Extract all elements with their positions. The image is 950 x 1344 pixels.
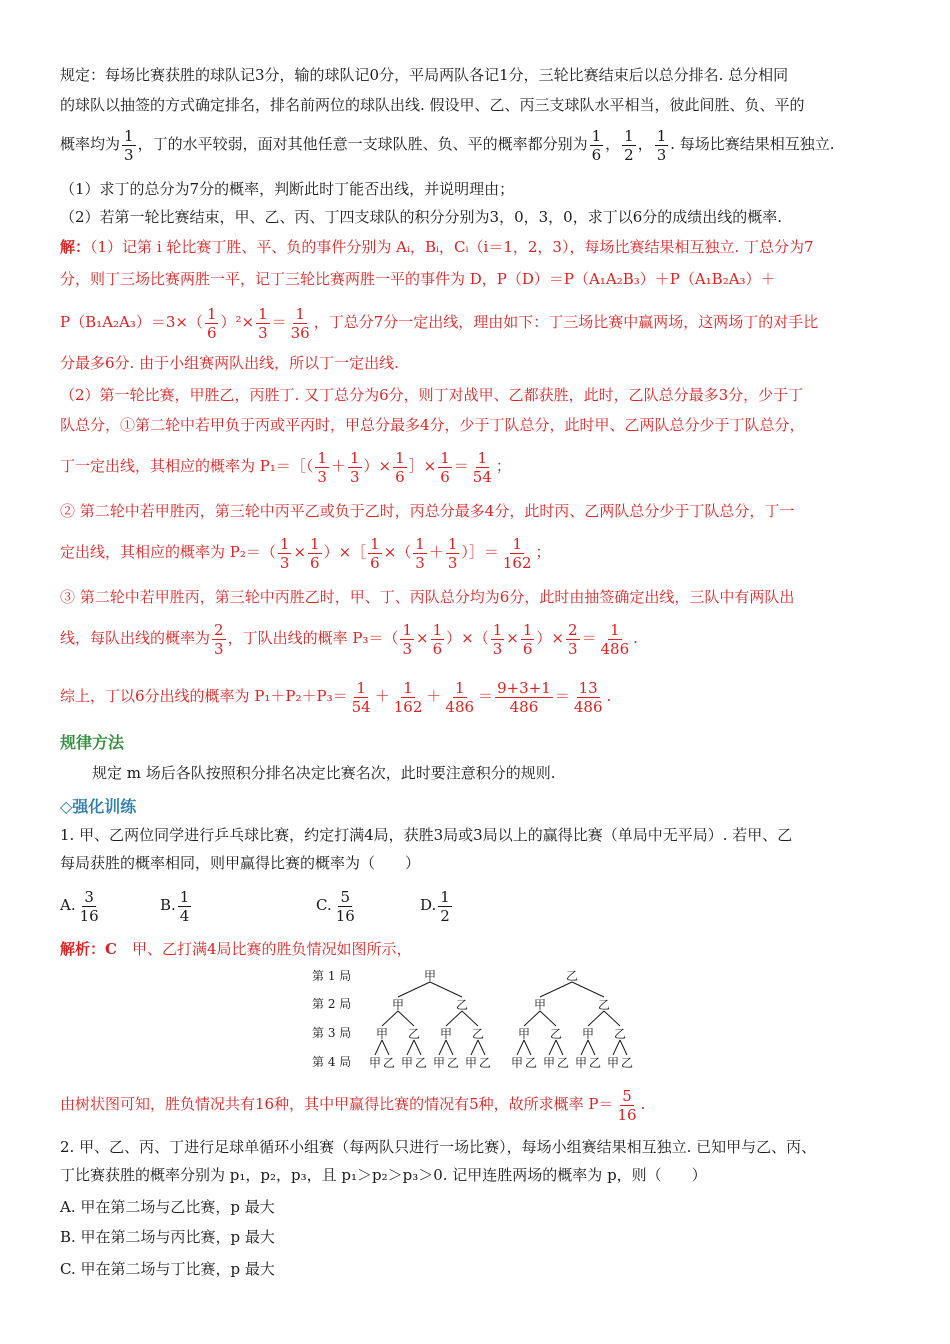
tree-node-round-3: 乙 [613, 1027, 627, 1041]
tree-node-round-1: 乙 [565, 969, 579, 983]
tree-node-round-4: 乙 [414, 1056, 428, 1070]
tree-node-round-4: 甲 [464, 1056, 478, 1070]
tree-node-round-3: 乙 [471, 1027, 485, 1041]
tree-edge [414, 1040, 421, 1055]
tree-node-round-4: 乙 [478, 1056, 492, 1070]
rules-line-3: 概率均为 $\frac{1}{3}$ ，丁的水平较弱，面对其他任意一支球队胜、负、平的概率都分别为 $\frac{1}{6}$ ， $\frac{1}{2}$ ， $\frac{1}{3}$ . 每场比赛结果相互独立. [60, 126, 835, 164]
tree-edge [382, 1011, 398, 1026]
tree-edge [446, 1040, 453, 1055]
solution-line-5: （2）第一轮比赛，甲胜乙，丙胜丁. 又丁总分为6分，则丁对战甲、乙都获胜，此时，乙队总分最多3分，少于丁 [60, 386, 804, 404]
tree-node-round-4: 乙 [382, 1056, 396, 1070]
tree-edge [398, 982, 430, 997]
tree-node-round-2: 乙 [455, 998, 469, 1012]
tree-edge [524, 1011, 540, 1026]
tree-node-round-4: 甲 [432, 1056, 446, 1070]
tree-edge [620, 1040, 627, 1055]
tree-edge [462, 1011, 478, 1026]
rules-line-2: 的球队以抽签的方式确定排名，排名前两位的球队出线. 假设甲、乙、丙三支球队水平相当，彼此间胜、负、平的 [60, 96, 805, 114]
tree-node-round-4: 乙 [556, 1056, 570, 1070]
solution-line-6: 队总分，①第二轮中若甲负于丙或平丙时，甲总分最多4分，少于丁队总分，此时甲、乙两队总分少于丁队总分， [60, 416, 805, 434]
tree-edge [478, 1040, 485, 1055]
tree-edge [430, 982, 462, 997]
tree-node-round-3: 甲 [439, 1027, 453, 1041]
solution-label: 解： [60, 238, 91, 256]
tree-node-round-3: 甲 [517, 1027, 531, 1041]
option-b: B. $\frac{1}{4}$ [160, 887, 190, 925]
tree-edge [549, 1040, 556, 1055]
solution-line-9: 定出线，其相应的概率为 P₂＝（ $\frac{1}{3}$ × $\frac{1}{6}$ ）×［ $\frac{1}{6}$ ×（ $\frac{1}{3}$ ＋ $\frac{1}{3}$ ）］＝ $\frac{1}{162}$ ； [60, 534, 551, 572]
outcome-tree-diagram [300, 962, 650, 1080]
tree-node-round-1: 甲 [423, 969, 437, 983]
training-q2-line-2: 丁比赛获胜的概率分别为 p₁，p₂，p₃，且 p₁＞p₂＞p₃＞0. 记甲连胜两场的概率为 p，则（ ） [60, 1166, 707, 1184]
method-text: 规定 m 场后各队按照积分排名决定比赛名次，此时要注意积分的规则. [92, 764, 556, 782]
training-conclusion: 由树状图可知，胜负情况共有16种，其中甲赢得比赛的情况有5种，故所求概率 P＝ $\frac{5}{16}$ . [60, 1086, 646, 1124]
tree-node-round-4: 乙 [620, 1056, 634, 1070]
rules-line-1: 规定：每场比赛获胜的球队记3分，输的球队记0分，平局两队各记1分，三轮比赛结束后以总分排名. 总分相同 [60, 66, 789, 84]
tree-edge [588, 1040, 595, 1055]
training-q1-line-2: 每局获胜的概率相同，则甲赢得比赛的概率为（ ） [60, 854, 421, 872]
tree-node-round-4: 乙 [524, 1056, 538, 1070]
tree-node-round-2: 甲 [391, 998, 405, 1012]
tree-edge [572, 982, 604, 997]
tree-edge [540, 1011, 556, 1026]
tree-node-round-4: 甲 [400, 1056, 414, 1070]
tree-node-round-3: 乙 [549, 1027, 563, 1041]
round-4-label: 第 4 局 [312, 1055, 352, 1069]
round-2-label: 第 2 局 [312, 997, 352, 1011]
solution-line-4: 分最多6分. 由于小组赛两队出线，所以丁一定出线. [60, 354, 399, 372]
tree-edge [556, 1040, 563, 1055]
tree-node-round-3: 乙 [407, 1027, 421, 1041]
option-a: A. $\frac{3}{16}$ [60, 887, 99, 925]
tree-edge [471, 1040, 478, 1055]
training-answer: 解析：C 甲、乙打满4局比赛的胜负情况如图所示， [60, 940, 412, 958]
question-1: （1）求丁的总分为7分的概率，判断此时丁能否出线，并说明理由； [60, 180, 515, 198]
tree-node-round-4: 乙 [446, 1056, 460, 1070]
training-q2-option-c: C. 甲在第二场与丁比赛，p 最大 [60, 1260, 275, 1278]
tree-edge [540, 982, 572, 997]
round-3-label: 第 3 局 [312, 1026, 352, 1040]
solution-line-2: 分，则丁三场比赛两胜一平，记丁三轮比赛两胜一平的事件为 D，P（D）＝P（A₁A₂B₃）＋P（A₁B₂A₃）＋ [60, 270, 776, 288]
tree-node-round-3: 甲 [375, 1027, 389, 1041]
training-q1-line-1: 1. 甲、乙两位同学进行乒乓球比赛，约定打满4局，获胜3局或3局以上的赢得比赛（单局中无平局）. 若甲、乙 [60, 826, 793, 844]
option-c: C. $\frac{5}{16}$ [316, 887, 355, 925]
tree-edge [446, 1011, 462, 1026]
tree-edge [524, 1040, 531, 1055]
solution-line-10: ③ 第二轮中若甲胜丙，第三轮中丙胜乙时，甲、丁、丙队总分均为6分，此时由抽签确定出线，三队中有两队出 [60, 588, 795, 606]
tree-edge [398, 1011, 414, 1026]
tree-edge [604, 1011, 620, 1026]
tree-edge [439, 1040, 446, 1055]
tree-node-round-2: 乙 [597, 998, 611, 1012]
solution-line-8: ② 第二轮中若甲胜丙，第三轮中丙平乙或负于乙时，丙总分最多4分，此时丙、乙两队总分少于丁队总分，丁一 [60, 502, 795, 520]
round-1-label: 第 1 局 [312, 969, 352, 983]
tree-edge [581, 1040, 588, 1055]
tree-node-round-4: 乙 [588, 1056, 602, 1070]
tree-edge [613, 1040, 620, 1055]
training-q2-line-1: 2. 甲、乙、丙、丁进行足球单循环小组赛（每两队只进行一场比赛），每场小组赛结果相互独立. 已知甲与乙、丙、 [60, 1138, 817, 1156]
solution-line-11: 线，每队出线的概率为 $\frac{2}{3}$ ，丁队出线的概率 P₃＝（ $\frac{1}{3}$ × $\frac{1}{6}$ ）×（ $\frac{1}{3}$ × $\frac{1}{6}$ ）× $\frac{2}{3}$ ＝ $\frac{1}{486}$ . [60, 620, 638, 658]
method-title: 规律方法 [60, 733, 125, 752]
tree-node-round-4: 甲 [368, 1056, 382, 1070]
fraction-one-third: $\frac{1}{3}$ [124, 126, 134, 164]
tree-node-round-4: 甲 [574, 1056, 588, 1070]
tree-edge [407, 1040, 414, 1055]
solution-line-1: 解：（1）记第 i 轮比赛丁胜、平、负的事件分别为 Aᵢ，Bᵢ，Cᵢ（i＝1，2，3），每场比赛结果相互独立. 丁总分为7 [60, 238, 814, 256]
tree-edge [382, 1040, 389, 1055]
solution-line-7: 丁一定出线，其相应的概率为 P₁＝［（ $\frac{1}{3}$ ＋ $\frac{1}{3}$ ）× $\frac{1}{6}$ ］× $\frac{1}{6}$ ＝ $\frac{1}{54}$ ； [60, 448, 511, 486]
tree-edge [588, 1011, 604, 1026]
tree-node-round-3: 甲 [581, 1027, 595, 1041]
tree-node-round-2: 甲 [533, 998, 547, 1012]
training-title: ◇强化训练 [60, 797, 137, 816]
tree-node-round-4: 甲 [542, 1056, 556, 1070]
tree-node-round-4: 甲 [606, 1056, 620, 1070]
tree-edge [517, 1040, 524, 1055]
training-q2-option-a: A. 甲在第二场与乙比赛，p 最大 [60, 1198, 275, 1216]
solution-line-3: P（B₁A₂A₃）＝3×（ $\frac{1}{6}$ ）²× $\frac{1}{3}$ ＝ $\frac{1}{36}$ ，丁总分7分一定出线，理由如下：丁三场比赛中赢两场，这两场丁的对手比 [60, 304, 819, 342]
solution-line-12: 综上，丁以6分出线的概率为 P₁＋P₂＋P₃＝ $\frac{1}{54}$ ＋ $\frac{1}{162}$ ＋ $\frac{1}{486}$ ＝ $\frac{9+3+1}{486}$ ＝ $\frac{13}{486}$ . [60, 678, 612, 716]
question-2: （2）若第一轮比赛结束，甲、乙、丙、丁四支球队的积分分别为3，0，3，0，求丁以6分的成绩出线的概率. [60, 208, 783, 226]
tree-nodes [369, 969, 633, 1070]
training-q2-option-b: B. 甲在第二场与丙比赛，p 最大 [60, 1228, 275, 1246]
tree-edge [375, 1040, 382, 1055]
tree-node-round-4: 甲 [510, 1056, 524, 1070]
option-d: D. $\frac{1}{2}$ [420, 887, 450, 925]
